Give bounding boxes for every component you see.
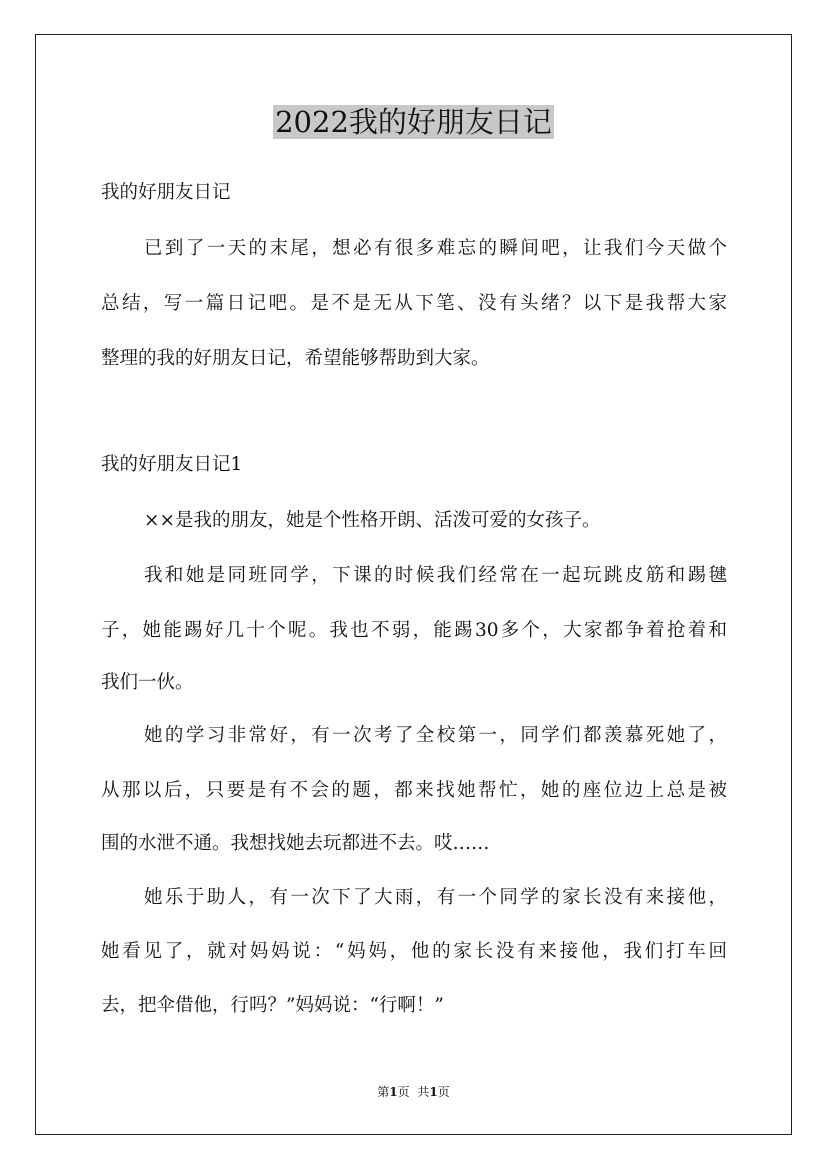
paragraph-line: 我和她是同班同学，下课的时候我们经常在一起玩跳皮筋和踢毽 xyxy=(144,565,727,586)
intro-line: 已到了一天的末尾，想必有很多难忘的瞬间吧，让我们今天做个 xyxy=(144,238,727,259)
paragraph-line: 她的学习非常好，有一次考了全校第一，同学们都羡慕死她了， xyxy=(144,725,727,746)
page-number-prefix: 第 xyxy=(377,1085,390,1099)
paragraph-line: 从那以后，只要是有不会的题，都来找她帮忙，她的座位边上总是被 xyxy=(101,780,727,801)
paragraph-line: 去，把伞借他，行吗？”妈妈说：“行啊！” xyxy=(101,995,444,1016)
paragraph-line: 我们一伙。 xyxy=(101,672,194,693)
paragraph-line: 围的水泄不通。我想找她去玩都进不去。哎…… xyxy=(101,833,490,854)
page-number-suffix: 页 xyxy=(397,1085,410,1099)
paragraph-line: 子，她能踢好几十个呢。我也不弱，能踢30多个，大家都争着抢着和 xyxy=(101,620,727,641)
page-number: 1 xyxy=(389,1085,398,1099)
page-footer xyxy=(0,1083,827,1101)
total-pages: 1 xyxy=(429,1085,438,1099)
subtitle: 我的好朋友日记 xyxy=(101,182,231,203)
paragraph-line: 她乐于助人，有一次下了大雨，有一个同学的家长没有来接他， xyxy=(144,887,727,908)
document-title xyxy=(0,102,827,142)
intro-line: 整理的我的好朋友日记，希望能够帮助到大家。 xyxy=(101,348,490,369)
total-pages-prefix: 共 xyxy=(417,1085,430,1099)
paragraph-line: 她看见了，就对妈妈说：“妈妈，他的家长没有来接他，我们打车回 xyxy=(101,941,727,962)
section-heading: 我的好朋友日记1 xyxy=(101,454,243,475)
paragraph-line: ××是我的朋友，她是个性格开朗、活泼可爱的女孩子。 xyxy=(144,510,601,531)
total-pages-suffix: 页 xyxy=(437,1085,450,1099)
document-title-text: 2022我的好朋友日记 xyxy=(275,105,552,139)
intro-line: 总结，写一篇日记吧。是不是无从下笔、没有头绪？以下是我帮大家 xyxy=(101,293,727,314)
